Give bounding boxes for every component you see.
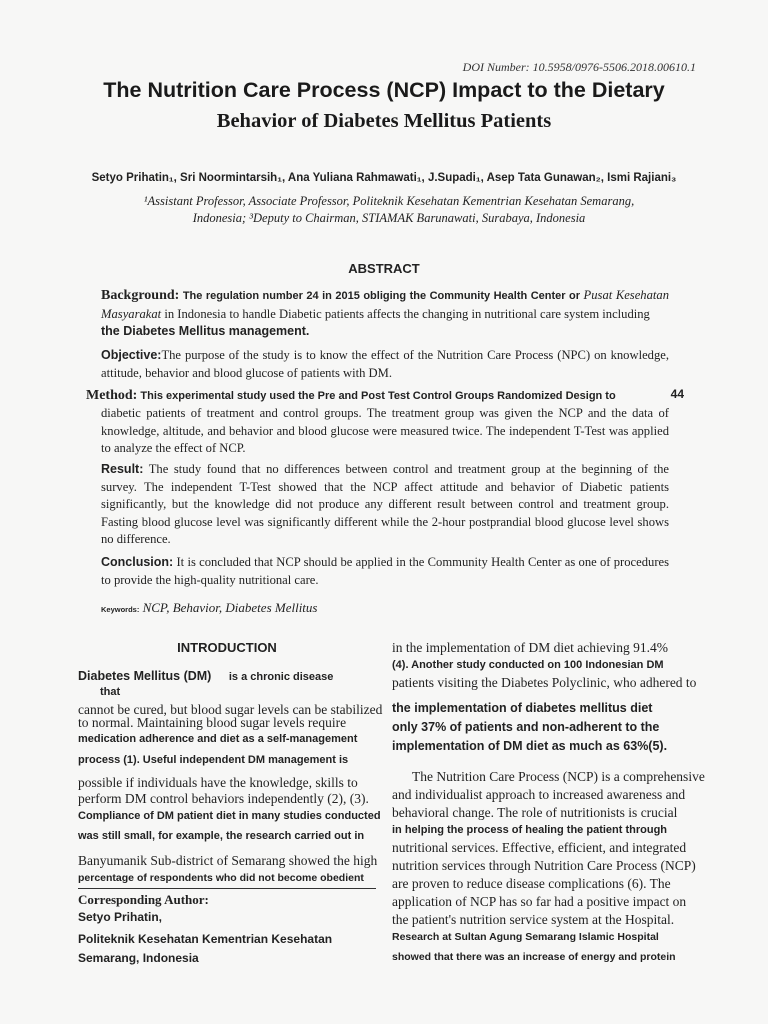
right-line-16: Research at Sultan Agung Semarang Islamic Hospital xyxy=(392,931,659,943)
corresponding-heading: Corresponding Author: xyxy=(78,892,209,907)
right-line-15: the patient's nutrition service system at the Hospital. xyxy=(392,912,675,927)
left-column xyxy=(78,668,383,887)
intro-line-5: medication adherence and diet as a self-management xyxy=(78,733,358,745)
right-line-13: are proven to reduce disease complications (6). The xyxy=(392,876,671,891)
right-line-5: only 37% of patients and non-adherent to the xyxy=(392,720,660,734)
affiliations xyxy=(110,193,668,227)
right-line-6: implementation of DM diet as much as 63%(5). xyxy=(392,739,668,753)
affiliation-line-1: ¹Assistant Professor, Associate Professor, Politeknik Kesehatan Kementrian Kesehatan Semarang, xyxy=(143,194,635,208)
abstract-method-body: diabetic patients of treatment and control groups. The treatment group was given the NCP and the data of knowledge, altitude, and behavior and blood glucose were measured twice. The independent T-Test was applied to analyze the effect of NCP. xyxy=(101,406,669,455)
right-line-1: in the implementation of DM diet achieving 91.4% xyxy=(392,640,668,655)
background-text-2: in Indonesia to handle Diabetic patients affects the changing in nutritional care system including xyxy=(161,306,650,321)
intro-first-line xyxy=(78,668,376,685)
dm-term: Diabetes Mellitus (DM) xyxy=(78,669,212,683)
right-line-7: The Nutrition Care Process (NCP) is a comprehensive xyxy=(412,769,705,784)
right-line-17: showed that there was an increase of energy and protein xyxy=(392,951,676,963)
right-line-14: application of NCP has so far had a positive impact on xyxy=(392,894,687,909)
background-italic: Pusat Kesehatan Masyarakat xyxy=(101,288,669,321)
right-line-2: (4). Another study conducted on 100 Indonesian DM xyxy=(392,659,664,671)
abstract-objective xyxy=(101,347,669,382)
intro-line-10: was still small, for example, the research carried out in xyxy=(78,830,365,842)
right-line-12: nutrition services through Nutrition Care Process (NCP) xyxy=(392,858,696,873)
intro-line-4: to normal. Maintaining blood sugar levels require xyxy=(78,715,347,730)
intro-line-7: possible if individuals have the knowledge, skills to xyxy=(78,775,358,790)
keywords-label: Keywords: xyxy=(101,605,140,614)
background-text-3: the Diabetes Mellitus management. xyxy=(101,324,310,338)
intro-line-12: percentage of respondents who did not become obedient xyxy=(78,872,364,884)
right-line-3: patients visiting the Diabetes Polyclinic, who adhered to xyxy=(392,675,697,690)
author-list: Setyo Prihatin₁, Sri Noormintarsih₁, Ana Yuliana Rahmawati₁, J.Supadi₁, Asep Tata Gunawan₂, Ismi Rajiani₃ xyxy=(91,172,677,184)
abstract-background xyxy=(101,287,669,341)
doi-number: DOI Number: 10.5958/0976-5506.2018.00610.1 xyxy=(462,60,696,74)
objective-text: The purpose of the study is to know the effect of the Nutrition Care Process (NPC) on knowledge, attitude, behavior and blood glucose of patients with DM. xyxy=(101,348,669,380)
introduction-heading: INTRODUCTION xyxy=(177,640,277,655)
right-line-10: in helping the process of healing the patient through xyxy=(392,824,668,836)
objective-label: Objective: xyxy=(101,348,162,362)
corresponding-org: Politeknik Kesehatan Kementrian Kesehatan xyxy=(78,932,333,946)
conclusion-text: It is concluded that NCP should be applied in the Community Health Center as one of procedures to provide the high-quality nutritional care. xyxy=(101,555,669,587)
intro-line-8: perform DM control behaviors independently (2), (3). xyxy=(78,791,369,806)
intro-line-9: Compliance of DM patient diet in many studies conducted xyxy=(78,810,381,822)
method-label: Method: xyxy=(86,388,138,403)
result-label: Result: xyxy=(101,462,144,476)
abstract-result xyxy=(101,461,669,549)
result-text: The study found that no differences between control and treatment group at the beginning of the survey. The independent T-Test showed that the NCP affect attitude and behavior of Diabetic patients significantly, but the knowledge did not produce any different result between control and treatment group. Fasting blood glucose level was significantly different while the 2-hour postprandial blood glucose level shows no difference. xyxy=(101,462,669,546)
background-text-1: The regulation number 24 in 2015 obliging the Community Health Center or xyxy=(179,290,584,302)
keywords xyxy=(101,600,317,616)
affiliation-line-2: Indonesia; ³Deputy to Chairman, STIAMAK Barunawati, Surabaya, Indonesia xyxy=(192,211,586,225)
right-line-4: the implementation of diabetes mellitus diet xyxy=(392,701,653,715)
chronic-disease-text: is a chronic disease xyxy=(228,671,334,683)
corresponding-name: Setyo Prihatin, xyxy=(78,910,163,924)
intro-line-3: cannot be cured, but blood sugar levels can be stabilized xyxy=(78,702,383,717)
background-label: Background: xyxy=(101,288,180,303)
intro-line-11: Banyumanik Sub-district of Semarang showed the high xyxy=(78,853,378,868)
corresponding-divider xyxy=(78,888,376,889)
abstract-conclusion xyxy=(101,554,669,589)
right-line-9: behavioral change. The role of nutritionists is crucial xyxy=(392,805,678,820)
right-line-8: and individualist approach to increased awareness and xyxy=(392,787,686,802)
right-column xyxy=(392,639,705,966)
paper-title-line-1: The Nutrition Care Process (NCP) Impact to the Dietary xyxy=(103,78,665,102)
abstract-heading: ABSTRACT xyxy=(348,261,420,276)
right-line-11: nutritional services. Effective, efficient, and integrated xyxy=(392,840,687,855)
corresponding-city: Semarang, Indonesia xyxy=(78,951,199,965)
keywords-value: NCP, Behavior, Diabetes Mellitus xyxy=(142,600,318,615)
corresponding-author-block xyxy=(78,888,376,968)
abstract-method-line-1 xyxy=(86,387,646,406)
method-text-1: This experimental study used the Pre and Post Test Control Groups Randomized Design to xyxy=(137,390,616,402)
paper-title-line-2: Behavior of Diabetes Mellitus Patients xyxy=(216,110,552,132)
conclusion-label: Conclusion: xyxy=(101,555,174,569)
intro-that: that xyxy=(100,686,121,698)
intro-line-6: process (1). Useful independent DM management is xyxy=(78,754,349,766)
method-sample-number: 44 xyxy=(670,387,684,401)
